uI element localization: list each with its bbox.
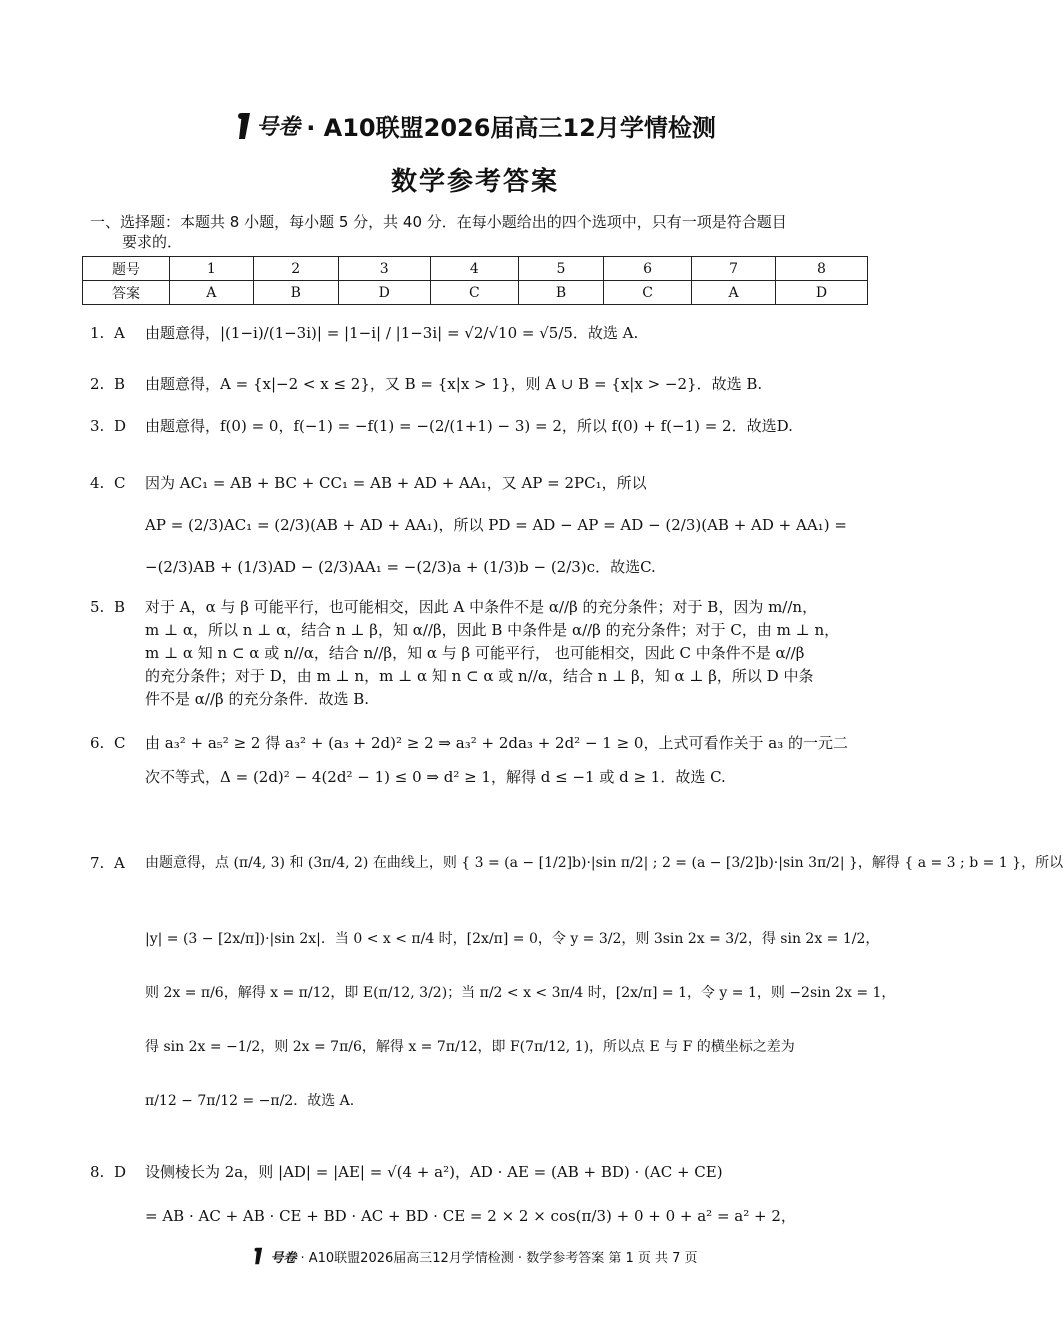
question-number: 7	[692, 257, 776, 281]
answer-cell: B	[253, 281, 338, 305]
item-choice: D	[114, 417, 127, 435]
item-number: 4.	[90, 474, 105, 492]
item-line: 得 sin 2x = −1/2，则 2x = 7π/6，解得 x = 7π/12，即 F(7π/12, 1)，所以点 E 与 F 的横坐标之差为	[145, 1039, 795, 1055]
item-line: 设侧棱长为 2a，则 |AD| = |AE| = √(4 + a²)，AD · AE = (AB + BD) · (AC + CE)	[145, 1163, 723, 1181]
solution-item-1	[90, 322, 870, 344]
item-line: |y| = (3 − [2x/π])·|sin 2x|．当 0 < x < π/4 时，[2x/π] = 0，令 y = 3/2，则 3sin 2x = 3/2，得 sin 2x = 1/2，	[145, 931, 880, 947]
item-line: 由题意得，点 (π/4, 3) 和 (3π/4, 2) 在曲线上，则 { 3 = (a − [1/2]b)·|sin π/2| ; 2 = (a − [3/2]b)·|sin 3π/2| }，解得 { a = 3 ; b = 1 }，所以	[145, 855, 1063, 871]
solution-item-7	[90, 836, 1063, 1128]
item-number: 8.	[90, 1163, 105, 1181]
solution-item-3	[90, 415, 870, 437]
title-line	[0, 108, 950, 143]
item-choice: C	[114, 474, 126, 492]
header	[0, 108, 950, 198]
solution-item-4	[90, 462, 870, 588]
item-line: 则 2x = π/6，解得 x = π/12，即 E(π/12, 3/2)；当 π/2 < x < 3π/4 时，[2x/π] = 1，令 y = 1，则 −2sin 2x = 1，	[145, 985, 896, 1001]
item-choice: A	[114, 854, 125, 872]
item-line: 件不是 α//β 的充分条件．故选 B.	[145, 690, 370, 708]
answer-row-label: 答案	[83, 281, 170, 305]
logo-text: 号卷	[256, 115, 301, 140]
item-line: π/12 − 7π/12 = −π/2．故选 A.	[145, 1093, 355, 1109]
item-line: 由 a₃² + a₅² ≥ 2 得 a₃² + (a₃ + 2d)² ≥ 2 ⇒ a₃² + 2da₃ + 2d² − 1 ≥ 0，上式可看作关于 a₃ 的一元二	[145, 734, 848, 752]
solution-item-6	[90, 726, 870, 794]
item-number: 1.	[90, 324, 105, 342]
item-choice: B	[114, 375, 126, 393]
section-heading-line2: 要求的．	[122, 233, 183, 251]
item-line: m ⊥ α，所以 n ⊥ α，结合 n ⊥ β，知 α//β，因此 B 中条件是 α//β 的充分条件；对于 C，由 m ⊥ n，	[145, 621, 840, 639]
question-number: 5	[518, 257, 603, 281]
footer-text: · A10联盟2026届高三12月学情检测 · 数学参考答案 第 1 页 共 7 页	[300, 1250, 698, 1266]
item-line: 次不等式，Δ = (2d)² − 4(2d² − 1) ≤ 0 ⇒ d² ≥ 1，解得 d ≤ −1 或 d ≥ 1．故选 C.	[145, 768, 726, 786]
item-number: 6.	[90, 734, 105, 752]
item-line: 对于 A，α 与 β 可能平行，也可能相交，因此 A 中条件不是 α//β 的充分条件；对于 B，因为 m//n，	[145, 598, 818, 616]
answer-cell: B	[518, 281, 603, 305]
solution-item-5	[90, 596, 870, 711]
question-number: 6	[604, 257, 692, 281]
section-heading-line1: 一、选择题：本题共 8 小题，每小题 5 分，共 40 分．在每小题给出的四个选项中，只有一项是符合题目	[90, 213, 787, 231]
item-choice: A	[114, 324, 125, 342]
item-line: 的充分条件；对于 D，由 m ⊥ n，m ⊥ α 知 n ⊂ α 或 n//α，结合 n ⊥ β，知 α ⊥ β，所以 D 中条	[145, 667, 814, 685]
question-number: 2	[253, 257, 338, 281]
answer-table-number-row	[83, 257, 868, 281]
item-choice: D	[114, 1163, 127, 1181]
section-heading	[90, 212, 860, 252]
solution-item-8	[90, 1150, 870, 1238]
item-choice: C	[114, 734, 126, 752]
question-number: 4	[430, 257, 518, 281]
page-footer	[0, 1246, 950, 1266]
page-subtitle: 数学参考答案	[390, 167, 559, 197]
item-number: 5.	[90, 598, 105, 616]
item-line: 由题意得，A = {x|−2 < x ≤ 2}，又 B = {x|x > 1}，则 A ∪ B = {x|x > −2}．故选 B.	[145, 375, 763, 393]
brush-stroke-icon	[252, 1246, 266, 1266]
item-line: 因为 AC₁ = AB + BC + CC₁ = AB + AD + AA₁，又 AP = 2PC₁，所以	[145, 474, 647, 492]
answer-table	[82, 256, 868, 305]
answer-cell: A	[692, 281, 776, 305]
number-row-label: 题号	[83, 257, 170, 281]
answer-cell: D	[338, 281, 430, 305]
item-line: AP = (2/3)AC₁ = (2/3)(AB + AD + AA₁)，所以 PD = AD − AP = AD − (2/3)(AB + AD + AA₁) =	[145, 516, 847, 534]
answer-cell: D	[775, 281, 867, 305]
answer-cell: C	[604, 281, 692, 305]
item-line: 由题意得，|(1−i)/(1−3i)| = |1−i| / |1−3i| = √2/√10 = √5/5．故选 A.	[145, 324, 639, 342]
item-number: 7.	[90, 854, 105, 872]
answer-cell: A	[170, 281, 254, 305]
item-line: m ⊥ α 知 n ⊂ α 或 n//α，结合 n//β，知 α 与 β 可能平行， 也可能相交，因此 C 中条件不是 α//β	[145, 644, 805, 662]
solution-item-2	[90, 373, 870, 395]
item-number: 2.	[90, 375, 105, 393]
brush-stroke-icon	[234, 111, 256, 141]
item-line: −(2/3)AB + (1/3)AD − (2/3)AA₁ = −(2/3)a + (1/3)b − (2/3)c．故选C.	[145, 558, 656, 576]
item-line: 由题意得，f(0) = 0，f(−1) = −f(1) = −(2/(1+1) − 3) = 2，所以 f(0) + f(−1) = 2．故选D.	[145, 417, 793, 435]
item-choice: B	[114, 598, 126, 616]
footer-logo-text: 号卷	[270, 1250, 297, 1266]
page-title: · A10联盟2026届高三12月学情检测	[306, 114, 716, 142]
question-number: 3	[338, 257, 430, 281]
answer-cell: C	[430, 281, 518, 305]
item-line: = AB · AC + AB · CE + BD · AC + BD · CE = 2 × 2 × cos(π/3) + 0 + 0 + a² = a² + 2，	[145, 1207, 796, 1225]
answer-table-answer-row	[83, 281, 868, 305]
question-number: 8	[775, 257, 867, 281]
item-number: 3.	[90, 417, 105, 435]
brand-logo	[234, 110, 300, 141]
question-number: 1	[170, 257, 254, 281]
